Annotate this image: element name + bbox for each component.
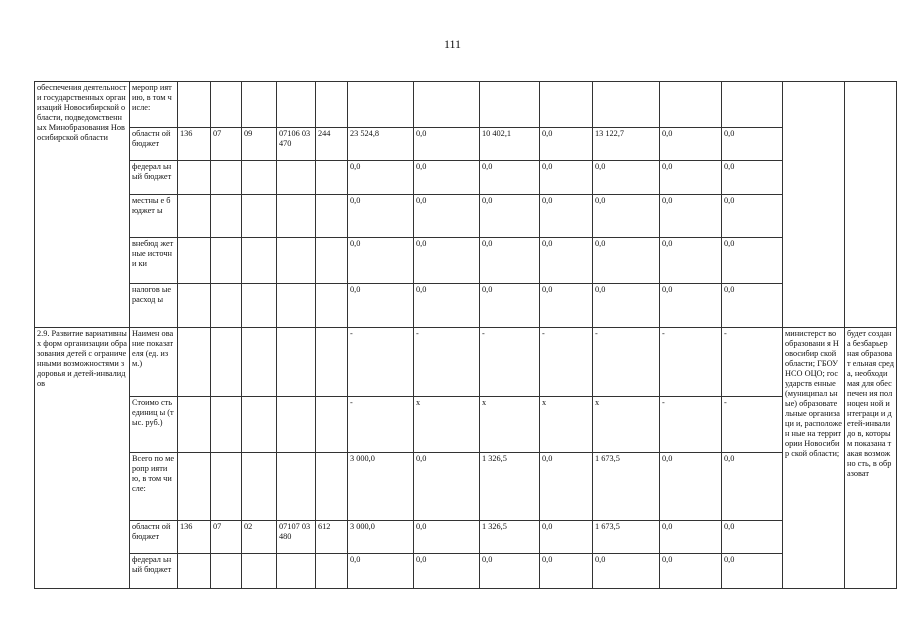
- value-cell: [242, 195, 277, 238]
- row-label-cell: Стоимо сть единиц ы (тыс. руб.): [130, 397, 178, 453]
- value-cell: [178, 161, 211, 195]
- value-cell: -: [722, 397, 783, 453]
- value-cell: 1 326,5: [480, 453, 540, 521]
- value-cell: [211, 554, 242, 589]
- value-cell: -: [540, 328, 593, 397]
- value-cell: [242, 284, 277, 328]
- value-cell: [660, 82, 722, 128]
- value-cell: [540, 82, 593, 128]
- value-cell: 0,0: [480, 195, 540, 238]
- value-cell: 07: [211, 521, 242, 554]
- row-label-cell: внебюд жетные источни ки: [130, 238, 178, 284]
- value-cell: 1 326,5: [480, 521, 540, 554]
- page-number: 111: [443, 37, 462, 51]
- value-cell: [316, 161, 348, 195]
- value-cell: 0,0: [414, 284, 480, 328]
- value-cell: 0,0: [348, 554, 414, 589]
- value-cell: [178, 195, 211, 238]
- value-cell: [277, 328, 316, 397]
- row-label-cell: федерал ьный бюджет: [130, 161, 178, 195]
- value-cell: 0,0: [593, 195, 660, 238]
- value-cell: 1 673,5: [593, 521, 660, 554]
- value-cell: [178, 284, 211, 328]
- value-cell: 0,0: [414, 521, 480, 554]
- program-measures-table: [34, 81, 897, 589]
- value-cell: [316, 554, 348, 589]
- value-cell: 0,0: [414, 238, 480, 284]
- value-cell: [211, 161, 242, 195]
- value-cell: 0,0: [540, 128, 593, 161]
- value-cell: 0,0: [414, 128, 480, 161]
- value-cell: 3 000,0: [348, 521, 414, 554]
- value-cell: 13 122,7: [593, 128, 660, 161]
- value-cell: 0,0: [593, 161, 660, 195]
- value-cell: x: [414, 397, 480, 453]
- table-row: [35, 397, 897, 453]
- table-row: [35, 521, 897, 554]
- value-cell: -: [722, 328, 783, 397]
- row-label-cell: налогов ые расход ы: [130, 284, 178, 328]
- value-cell: 0,0: [540, 453, 593, 521]
- value-cell: 0,0: [722, 128, 783, 161]
- value-cell: 0,0: [480, 554, 540, 589]
- value-cell: [178, 238, 211, 284]
- value-cell: 0,0: [540, 284, 593, 328]
- value-cell: [242, 82, 277, 128]
- executor-cell: министерст во образовани я Новосибир ской области; ГБОУ НСО ОЦО; государств енные (муниципал ьные) образовате льные организаци и, расположен ные на территории Новосибир ской области;: [783, 328, 845, 589]
- row-label-cell: меропр иятию, в том числе:: [130, 82, 178, 128]
- value-cell: 0,0: [660, 128, 722, 161]
- measure-name-cell: 2.9. Развитие вариативных форм организации образования детей с ограниченными возможностями здоровья и детей-инвалидов: [35, 328, 130, 589]
- value-cell: 0,0: [414, 453, 480, 521]
- value-cell: 0,0: [722, 521, 783, 554]
- value-cell: [316, 284, 348, 328]
- value-cell: 0,0: [722, 554, 783, 589]
- table-row: [35, 82, 897, 128]
- value-cell: 0,0: [540, 521, 593, 554]
- value-cell: [211, 195, 242, 238]
- value-cell: 0,0: [414, 161, 480, 195]
- value-cell: 0,0: [480, 161, 540, 195]
- value-cell: [242, 328, 277, 397]
- value-cell: [277, 453, 316, 521]
- value-cell: [316, 453, 348, 521]
- value-cell: 1 673,5: [593, 453, 660, 521]
- value-cell: [277, 397, 316, 453]
- value-cell: 07: [211, 128, 242, 161]
- value-cell: [178, 82, 211, 128]
- table-row: [35, 161, 897, 195]
- row-label-cell: областн ой бюджет: [130, 521, 178, 554]
- value-cell: 0,0: [540, 195, 593, 238]
- value-cell: -: [348, 397, 414, 453]
- value-cell: [277, 195, 316, 238]
- value-cell: 0,0: [593, 238, 660, 284]
- expected-result-cell: будет создана безбарьер ная образоват ельная среда, необходи мая для обеспечен ия полноцен ной интеграци и детей-инвалидо в, которым показана такая возможно сть, в образоват: [845, 328, 897, 589]
- value-cell: 0,0: [540, 554, 593, 589]
- value-cell: 0,0: [593, 554, 660, 589]
- value-cell: [316, 238, 348, 284]
- row-label-cell: Наимен ование показат еля (ед. изм.): [130, 328, 178, 397]
- value-cell: 0,0: [660, 521, 722, 554]
- table-row: [35, 328, 897, 397]
- value-cell: 0,0: [722, 453, 783, 521]
- value-cell: 0,0: [348, 284, 414, 328]
- value-cell: 0,0: [660, 453, 722, 521]
- value-cell: [414, 82, 480, 128]
- value-cell: [348, 82, 414, 128]
- value-cell: [242, 397, 277, 453]
- value-cell: 0,0: [660, 554, 722, 589]
- value-cell: 0,0: [480, 284, 540, 328]
- value-cell: [480, 82, 540, 128]
- value-cell: 23 524,8: [348, 128, 414, 161]
- value-cell: [178, 554, 211, 589]
- value-cell: x: [593, 397, 660, 453]
- table-row: [35, 128, 897, 161]
- table-row: [35, 238, 897, 284]
- value-cell: [242, 554, 277, 589]
- value-cell: [211, 328, 242, 397]
- value-cell: 0,0: [540, 238, 593, 284]
- value-cell: [211, 284, 242, 328]
- value-cell: 136: [178, 128, 211, 161]
- value-cell: -: [660, 397, 722, 453]
- value-cell: 0,0: [593, 284, 660, 328]
- executor-cell: [783, 82, 845, 328]
- row-label-cell: Всего по меропр иятию, в том числе:: [130, 453, 178, 521]
- value-cell: 0,0: [540, 161, 593, 195]
- row-label-cell: федерал ьный бюджет: [130, 554, 178, 589]
- value-cell: -: [414, 328, 480, 397]
- value-cell: 0,0: [348, 238, 414, 284]
- value-cell: 0,0: [660, 161, 722, 195]
- value-cell: 3 000,0: [348, 453, 414, 521]
- value-cell: x: [540, 397, 593, 453]
- value-cell: [316, 328, 348, 397]
- value-cell: [242, 238, 277, 284]
- expected-result-cell: [845, 82, 897, 328]
- value-cell: -: [660, 328, 722, 397]
- value-cell: [316, 397, 348, 453]
- value-cell: [211, 453, 242, 521]
- row-label-cell: местны е бюджет ы: [130, 195, 178, 238]
- row-label-cell: областн ой бюджет: [130, 128, 178, 161]
- value-cell: 136: [178, 521, 211, 554]
- measure-name-cell: обеспечения деятельности государственных организаций Новосибирской области, подведомственных Минобразования Новосибирской области: [35, 82, 130, 328]
- value-cell: [242, 161, 277, 195]
- value-cell: [211, 238, 242, 284]
- value-cell: [178, 328, 211, 397]
- value-cell: 0,0: [660, 284, 722, 328]
- value-cell: 10 402,1: [480, 128, 540, 161]
- value-cell: 0,0: [480, 238, 540, 284]
- value-cell: 612: [316, 521, 348, 554]
- value-cell: [593, 82, 660, 128]
- value-cell: 244: [316, 128, 348, 161]
- value-cell: 0,0: [414, 554, 480, 589]
- value-cell: -: [480, 328, 540, 397]
- value-cell: -: [593, 328, 660, 397]
- value-cell: 0,0: [348, 195, 414, 238]
- table-row: [35, 195, 897, 238]
- value-cell: 0,0: [348, 161, 414, 195]
- value-cell: [316, 195, 348, 238]
- value-cell: [316, 82, 348, 128]
- value-cell: [277, 238, 316, 284]
- value-cell: [722, 82, 783, 128]
- value-cell: 07107 03480: [277, 521, 316, 554]
- value-cell: 07106 03470: [277, 128, 316, 161]
- value-cell: 0,0: [660, 238, 722, 284]
- table-row: [35, 453, 897, 521]
- value-cell: [277, 161, 316, 195]
- value-cell: 09: [242, 128, 277, 161]
- value-cell: [178, 397, 211, 453]
- value-cell: 0,0: [722, 238, 783, 284]
- table-row: [35, 554, 897, 589]
- value-cell: [211, 397, 242, 453]
- value-cell: -: [348, 328, 414, 397]
- value-cell: x: [480, 397, 540, 453]
- value-cell: 0,0: [722, 195, 783, 238]
- value-cell: 0,0: [660, 195, 722, 238]
- value-cell: [242, 453, 277, 521]
- value-cell: 0,0: [722, 161, 783, 195]
- value-cell: 02: [242, 521, 277, 554]
- value-cell: 0,0: [722, 284, 783, 328]
- value-cell: [277, 82, 316, 128]
- value-cell: 0,0: [414, 195, 480, 238]
- value-cell: [277, 554, 316, 589]
- value-cell: [277, 284, 316, 328]
- table-row: [35, 284, 897, 328]
- value-cell: [211, 82, 242, 128]
- value-cell: [178, 453, 211, 521]
